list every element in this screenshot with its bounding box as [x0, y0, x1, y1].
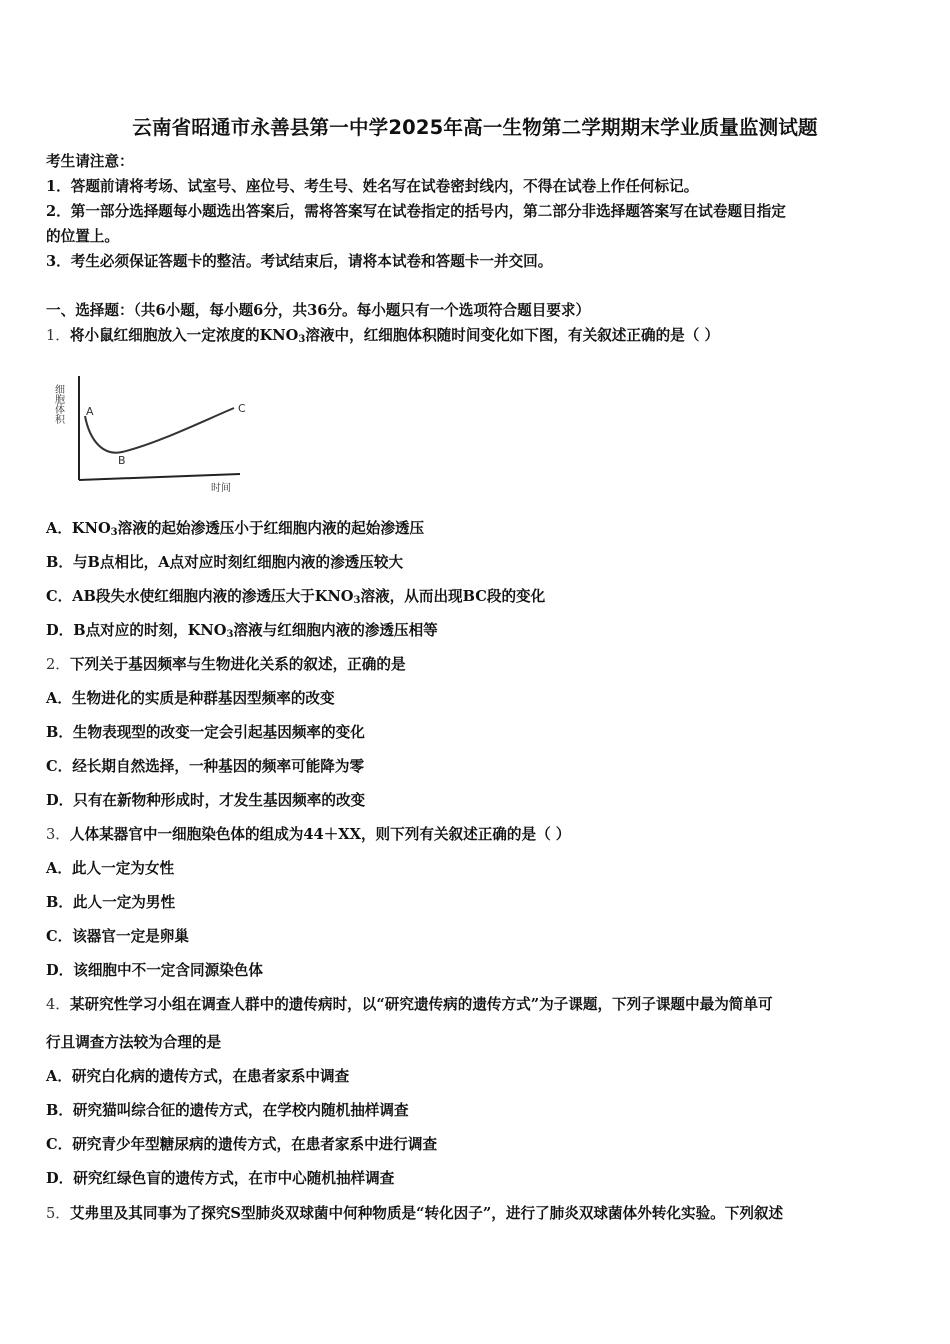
- option-text: C．AB段失水使红细胞内液的渗透压大于KNO: [46, 588, 354, 605]
- q3-option-d: D．该细胞中不一定含同源染色体: [46, 962, 263, 979]
- option-text: D．B点对应的时刻，KNO: [46, 622, 227, 639]
- q2-option-b: B．生物表现型的改变一定会引起基因频率的变化: [46, 724, 365, 741]
- q3-option-a: A．此人一定为女性: [46, 860, 175, 877]
- x-axis-label: 时间: [211, 483, 231, 494]
- question-5: [46, 1204, 783, 1224]
- y-axis-label: 细胞体积: [52, 384, 64, 424]
- subscript: 3: [226, 629, 234, 640]
- q1-option-b: B．与B点相比，A点对应时刻红细胞内液的渗透压较大: [46, 554, 404, 571]
- q2-option-d: D．只有在新物种形成时，才发生基因频率的改变: [46, 792, 366, 809]
- option-text: A．KNO: [46, 520, 111, 537]
- notice-item-3: 3．考生必须保证答题卡的整洁。考试结束后，请将本试卷和答题卡一并交回。: [46, 253, 553, 270]
- exam-title: 云南省昭通市永善县第一中学2025年高一生物第二学期期末学业质量监测试题: [132, 116, 818, 139]
- cell-volume-graph: [52, 370, 256, 495]
- question-4-cont: 行且调查方法较为合理的是: [46, 1034, 222, 1051]
- point-c-label: C: [238, 402, 246, 415]
- point-a-label: A: [86, 405, 94, 418]
- q2-option-a: A．生物进化的实质是种群基因型频率的改变: [46, 690, 335, 707]
- q4-option-b: B．研究猫叫综合征的遗传方式，在学校内随机抽样调查: [46, 1102, 409, 1119]
- question-stem: 人体某器官中一细胞染色体的组成为44＋XX，则下列有关叙述正确的是（ ）: [69, 826, 571, 843]
- question-stem: 某研究性学习小组在调查人群中的遗传病时，以“研究遗传病的遗传方式”为子课题，下列子课题中最为简单可: [69, 996, 773, 1013]
- option-text-cont: 溶液与红细胞内液的渗透压相等: [233, 622, 438, 639]
- notice-item-1: 1．答题前请将考场、试室号、座位号、考生号、姓名写在试卷密封线内，不得在试卷上作任何标记。: [46, 178, 699, 195]
- q3-option-b: B．此人一定为男性: [46, 894, 176, 911]
- subscript: 3: [353, 595, 361, 606]
- x-axis: [79, 474, 240, 480]
- q1-option-a: [46, 519, 424, 539]
- question-stem: 艾弗里及其同事为了探究S型肺炎双球菌中何种物质是“转化因子”，进行了肺炎双球菌体外转化实验。下列叙述: [69, 1205, 784, 1222]
- section-heading: 一、选择题：（共6小题，每小题6分，共36分。每小题只有一个选项符合题目要求）: [46, 302, 591, 319]
- question-1: [46, 326, 719, 346]
- q1-option-c: [46, 587, 545, 607]
- q4-option-c: C．研究青少年型糖尿病的遗传方式，在患者家系中进行调查: [46, 1136, 438, 1153]
- notice-item-2-cont: 的位置上。: [46, 228, 119, 245]
- question-number: 5．: [46, 1205, 70, 1222]
- option-text-cont: 溶液的起始渗透压小于红细胞内液的起始渗透压: [117, 520, 425, 537]
- question-stem: 下列关于基因频率与生物进化关系的叙述，正确的是: [69, 656, 406, 673]
- q2-option-c: C．经长期自然选择，一种基因的频率可能降为零: [46, 758, 365, 775]
- point-b-label: B: [118, 454, 126, 467]
- subscript: 3: [110, 527, 118, 538]
- question-stem-cont: 溶液中，红细胞体积随时间变化如下图，有关叙述正确的是（ ）: [305, 327, 720, 344]
- q4-option-d: D．研究红绿色盲的遗传方式，在市中心随机抽样调查: [46, 1170, 395, 1187]
- question-number: 2．: [46, 656, 70, 673]
- question-2: [46, 655, 406, 675]
- question-4: [46, 995, 773, 1015]
- notice-item-2: 2．第一部分选择题每小题选出答案后，需将答案写在试卷指定的括号内，第二部分非选择题答案写在试卷题目指定: [46, 203, 786, 220]
- question-stem: 将小鼠红细胞放入一定浓度的KNO: [69, 327, 299, 344]
- question-number: 3．: [46, 826, 70, 843]
- q3-option-c: C．该器官一定是卵巢: [46, 928, 189, 945]
- volume-curve: [85, 408, 234, 453]
- q1-option-d: [46, 621, 438, 641]
- q4-option-a: A．研究白化病的遗传方式，在患者家系中调查: [46, 1068, 350, 1085]
- subscript: 3: [298, 334, 306, 345]
- question-number: 1．: [46, 327, 70, 344]
- notice-heading: 考生请注意：: [46, 153, 134, 170]
- question-3: [46, 825, 570, 845]
- question-number: 4．: [46, 996, 70, 1013]
- option-text-cont: 溶液，从而出现BC段的变化: [360, 588, 546, 605]
